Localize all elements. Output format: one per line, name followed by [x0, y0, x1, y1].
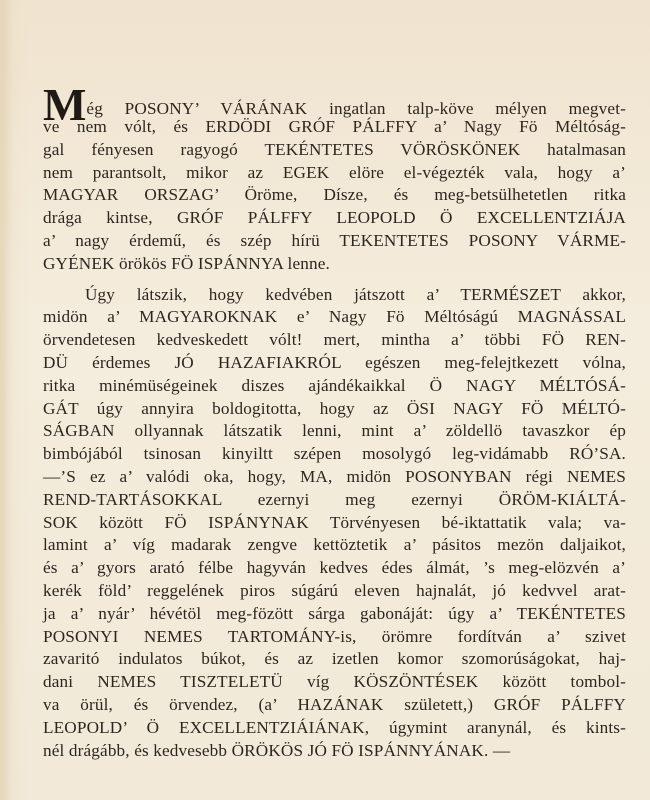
text-line-content: ég POSONY’ VÁRÁNAK ingatlan talp-köve mélyen megvet- — [86, 99, 626, 118]
page-text — [43, 79, 626, 762]
text-line: lamint a’ víg madarak zengve kettöztetik a’ pásitos mezön daljaikot, — [43, 535, 626, 555]
paragraph-2 — [43, 284, 626, 763]
text-line: midön a’ MAGYAROKNAK e’ Nagy Fö Méltóságú MAGNÁSSAL — [43, 307, 626, 327]
text-line: SÁGBAN ollyannak látszatik lenni, mint a’ zöldellö tavaszkor ép — [43, 421, 626, 441]
text-line: a’ nagy érdemű, és szép hírü TEKENTETES POSONY VÁRME- — [43, 230, 626, 250]
text-line: dani NEMES TISZTELETÜ víg KÖSZÖNTÉSEK között tombol- — [43, 672, 626, 692]
text-line: ja a’ nyár’ hévétöl meg-fözött sárga gabonáját: úgy a’ TEKÉNTETES — [43, 603, 626, 623]
text-line: POSONYI NEMES TARTOMÁNY-is, örömre fordítván a’ szivet — [43, 626, 626, 646]
text-line: ritka minémüségeinek diszes ajándékaikkal Ö NAGY MÉLTÓSÁ- — [43, 375, 626, 395]
text-line: és a’ gyors arató félbe hagyván kedves édes álmát, ’s meg-elözvén a’ — [43, 558, 626, 578]
text-line: GYÉNEK örökös FÖ ISPÁNNYA lenne. — [43, 253, 330, 273]
paragraph-1 — [43, 79, 626, 276]
drop-cap: M — [43, 79, 86, 130]
text-line: SOK között FÖ ISPÁNYNAK Törvényesen bé-iktattatik vala; va- — [43, 512, 626, 532]
text-line: nem parantsolt, mikor az EGEK elöre el-végezték vala, hogy a’ — [43, 162, 626, 182]
text-line: gal fényesen ragyogó TEKÉNTETES VÖRÖSKÖNEK hatalmasan — [43, 139, 626, 159]
text-line: GÁT úgy annyira boldogitotta, hogy az ÖSI NAGY FÖ MÉLTÓ- — [43, 398, 626, 418]
text-line: zavaritó indulatos búkot, és az izetlen komor szomorúságokat, haj- — [43, 649, 626, 669]
text-line: nél drágább, és kedvesebb ÖRÖKÖS JÓ FÖ ISPÁNNYÁNAK. — — [43, 740, 511, 760]
text-line: —’S ez a’ valódi oka, hogy, MA, midön POSONYBAN régi NEMES — [43, 466, 626, 486]
text-line: DÜ érdemes JÓ HAZAFIAKRÓL egészen meg-felejtkezett vólna, — [43, 352, 626, 372]
text-line: MAGYAR ORSZAG’ Öröme, Dísze, és meg-betsülhetetlen ritka — [43, 185, 626, 205]
text-line: va örül, és örvendez, (a’ HAZÁNAK született,) GRÓF PÁLFFY — [43, 694, 626, 714]
text-line: Úgy látszik, hogy kedvében játszott a’ TERMÉSZET akkor, — [85, 284, 626, 304]
text-line: LEOPOLD’ Ö EXCELLENTZIÁIÁNAK, úgymint aranynál, és kints- — [43, 717, 626, 737]
text-line: drága kintse, GRÓF PÁLFFY LEOPOLD Ö EXCELLENTZIÁJA — [43, 208, 626, 228]
text-line: ve nem vólt, és ERDÖDI GRÓF PÁLFFY a’ Nagy Fö Méltóság- — [43, 117, 626, 136]
text-line: örvendetesen kedveskedett vólt! mert, mintha a’ többi FÖ REN- — [43, 330, 626, 350]
text-line: REND-TARTÁSOKKAL ezernyi meg ezernyi ÖRÖM-KIÁLTÁ- — [43, 489, 626, 509]
page-gutter-shadow — [0, 0, 8, 800]
text-line: kerék föld’ reggelének piros súgárú eleven hajnalát, jó kedvvel arat- — [43, 580, 626, 600]
text-line: bimbójából tsinosan kinyiltt szépen mosolygó leg-vidámabb RÓ’SA. — [43, 444, 626, 464]
